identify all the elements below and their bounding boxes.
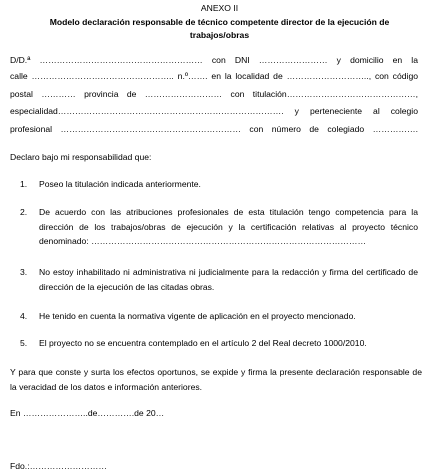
list-item (20, 337, 418, 349)
form-line-postal-province-degree: postal ………… provincia de ……………………… con titulación………………………………………, (10, 89, 418, 99)
list-item-number: 2. (20, 207, 28, 217)
list-item-text: Poseo la titulación indicada anteriormente. (39, 179, 201, 189)
list-item (20, 265, 418, 294)
list-item-text: He tenido en cuenta la normativa vigente de aplicación en el proyecto mencionado. (39, 311, 356, 321)
declaration-intro: Declaro bajo mi responsabilidad que: (10, 152, 152, 162)
list-item-text: De acuerdo con las atribuciones profesionales de esta titulación tengo competencia para la dirección de los trabajos/obras de ejecución y la certificación relativas al proyecto técnico denominado: …………………………………………………………………………………… (39, 207, 418, 246)
list-item-number: 3. (20, 267, 28, 277)
form-line-professional-number: profesional ……………………………………………………… con número de colegiado ……………. (10, 124, 418, 134)
signature-line: Fdo.:……………………… (10, 461, 107, 471)
annex-heading: ANEXO II (200, 3, 239, 13)
form-line-specialty-college: especialidad……………………………………………………………………. y perteneciente al colegio (10, 106, 418, 116)
list-item (20, 178, 418, 190)
list-item-text: El proyecto no se encuentra contemplado en el artículo 2 del Real decreto 1000/2010. (39, 338, 367, 348)
list-item-text: No estoy inhabilitado ni administrativa ni judicialmente para la redacción y firma del certificado de dirección de la ejecución de las citadas obras. (39, 267, 418, 292)
list-item (20, 310, 418, 322)
list-item-number: 5. (20, 338, 28, 348)
document-title: Modelo declaración responsable de técnico competente director de la ejecución de trabajos/obras (49, 17, 390, 40)
form-line-street-locality: calle ………………………………………….. n.º……. en la localidad de ……………………….., con código (10, 71, 418, 81)
date-line: En …………………..de………….de 20… (10, 408, 165, 418)
list-item-number: 1. (20, 179, 28, 189)
list-item (20, 205, 418, 249)
list-item-number: 4. (20, 311, 28, 321)
form-line-name-dni-address: D/D.ª ………………………………………………… con DNI …………………… y domicilio en la (10, 55, 418, 65)
closing-statement: Y para que conste y surta los efectos oportunos, se expide y firma la presente declaración responsable de la veracidad de los datos e información anteriores. (10, 367, 422, 392)
